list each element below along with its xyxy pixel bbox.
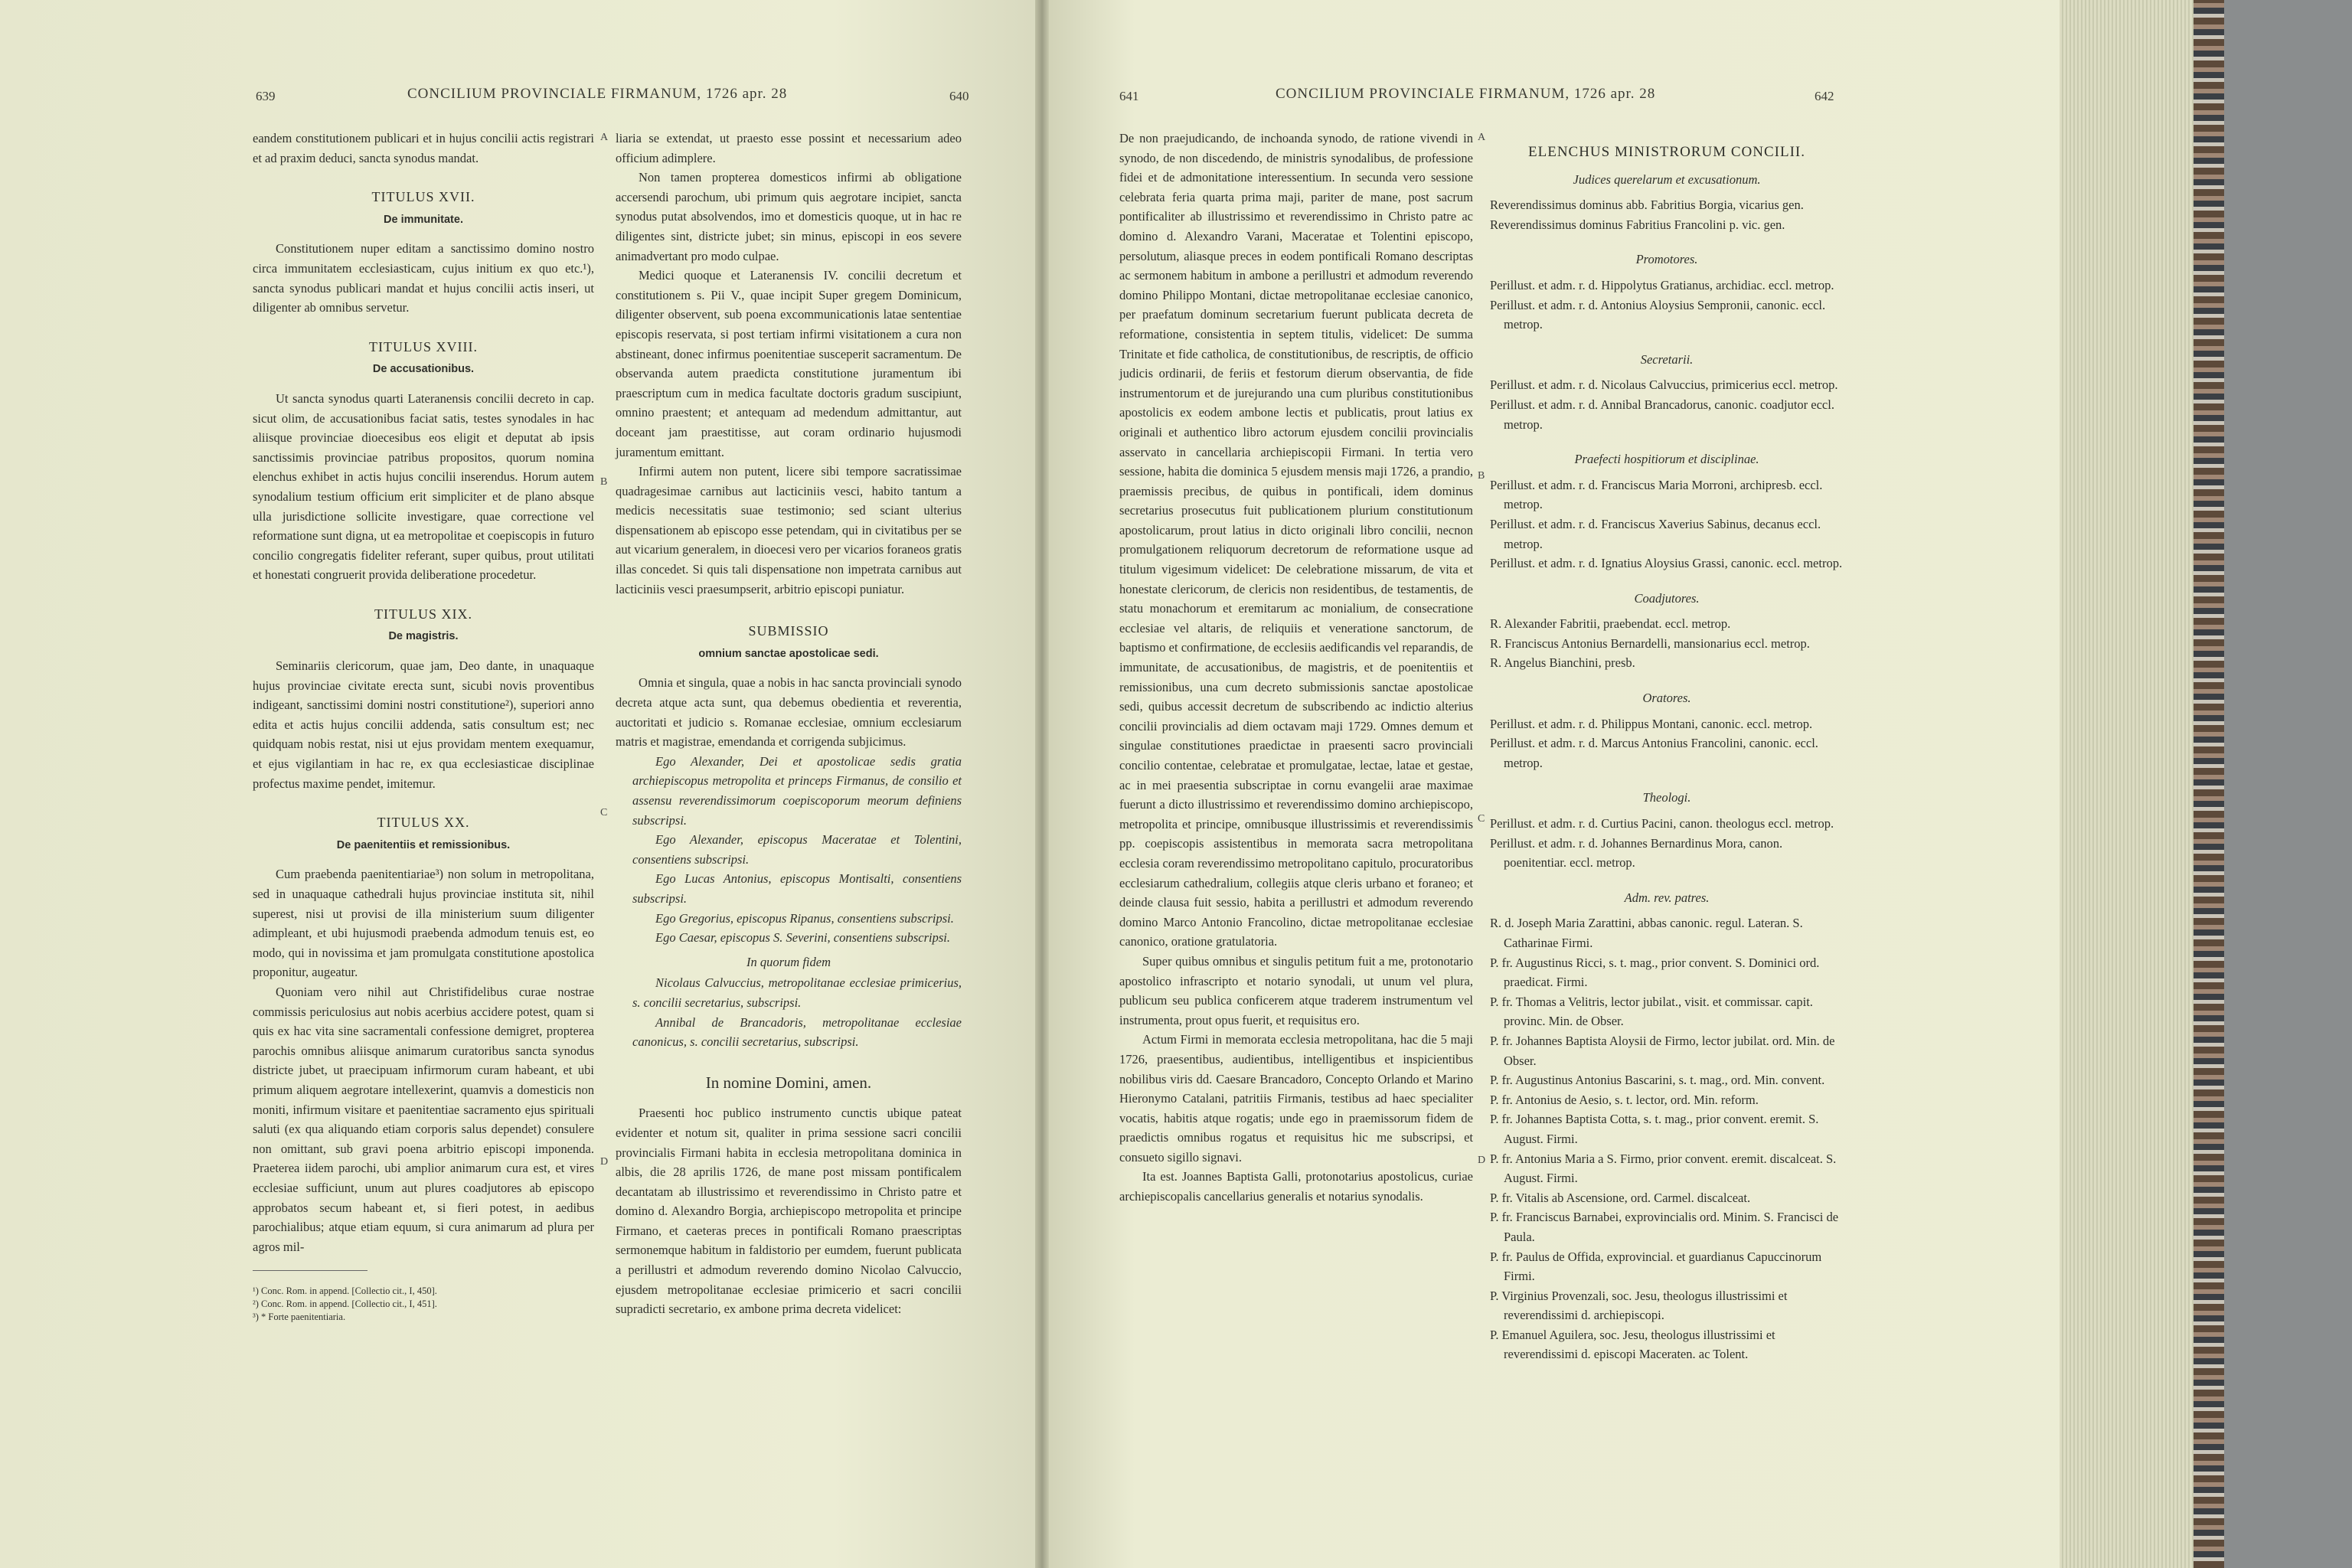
paragraph: Omnia et singula, quae a nobis in hac sancta provinciali synodo decreta atque acta sunt, qua debemus obedientia et reverentia, auctoritati et judicio s. Romanae ecclesiae, omnium ecclesiarum matris et magistrae, emendanda et corrigenda subjicimus. [616, 675, 962, 750]
list-item: Reverendissimus dominus abb. Fabritius Borgia, vicarius gen. [1490, 198, 1804, 213]
list-item: P. Virginius Provenzali, soc. Jesu, theologus illustrissimi et reverendissimi d. archiepiscopi. [1490, 1288, 1788, 1323]
list-item: P. fr. Antonius de Aesio, s. t. lector, ord. Min. reform. [1490, 1092, 1759, 1107]
page-edges [2060, 0, 2213, 1568]
list-item: Perillust. et adm. r. d. Franciscus Xaverius Sabinus, decanus eccl. metrop. [1490, 516, 1821, 551]
list-item: R. Alexander Fabritii, praebendat. eccl. metrop. [1490, 616, 1731, 632]
footnote: ²) Conc. Rom. in append. [Collectio cit., I, 451]. [253, 1298, 437, 1310]
paragraph: Quoniam vero nihil aut Christifidelibus curae nostrae commissis periculosius aut nobis acerbius accidere potest, quam si quis ex hac vita sine sacramentali confessione demigret, propterea parochis omnibus aliisque animarum curatoribus sancta synodus districte jubet, ut praecipuam infirmorum curam habeant, et ubi primum aliquem aegrotare intellexerint, quamvis a domesticis non moniti, infirmum visitare et paenitentiae sacramento ejus spirituali saluti (ex qua aliquando etiam corporis salus dependet) consulere non omittant, sub gravi poena arbitrio episcopi imponenda. Praeterea iidem parochi, ubi amplior animarum cura est, et vires ecclesiae sufficiunt, unum aut plures coadjutores ab episcopo approbatos secum habeant et, si fieri potest, in aedibus parochialibus; atque etiam equum, si cura animarum ad plura per agros mil- [253, 984, 594, 1254]
margin-letter-d: D [600, 1156, 609, 1168]
margin-letter-c: C [600, 807, 608, 818]
list-heading: Theologi. [1642, 790, 1691, 805]
list-item: Perillust. et adm. r. d. Franciscus Maria Morroni, archipresb. eccl. metrop. [1490, 477, 1823, 512]
list-item: P. fr. Johannes Baptista Cotta, s. t. mag., prior convent. eremit. S. August. Firmi. [1490, 1112, 1819, 1146]
section-title: TITULUS XX. [377, 815, 470, 831]
list-item: P. fr. Vitalis ab Ascensione, ord. Carmel. discalceat. [1490, 1190, 1751, 1205]
section-title: TITULUS XVIII. [369, 338, 478, 354]
list-item: R. Franciscus Antonius Bernardelli, mansionarius eccl. metrop. [1490, 635, 1810, 651]
footnote: ³) * Forte paenitentiaria. [253, 1312, 346, 1323]
page-number-642: 642 [1815, 89, 1834, 103]
signature-line: Ego Alexander, episcopus Maceratae et Tolentini, consentiens subscripsi. [632, 832, 962, 867]
list-item: R. d. Joseph Maria Zarattini, abbas canonic. regul. Lateran. S. Catharinae Firmi. [1490, 916, 1803, 950]
list-item: P. fr. Augustinus Ricci, s. t. mag., prior convent. S. Dominici ord. praedicat. Firmi. [1490, 955, 1820, 990]
list-item: Perillust. et adm. r. d. Hippolytus Gratianus, archidiac. eccl. metrop. [1490, 277, 1834, 292]
running-header-right: CONCILIUM PROVINCIALE FIRMANUM, 1726 apr. 28 [1276, 86, 1656, 102]
list-heading: Adm. rev. patres. [1624, 890, 1710, 905]
signature-line: Ego Alexander, Dei et apostolicae sedis gratia archiepiscopus metropolita et princeps Firmanus, de consilio et assensu reverendissimorum coepiscoporum meorum definiens subscripsi. [632, 753, 962, 828]
elenchus-title: ELENCHUS MINISTRORUM CONCILII. [1528, 144, 1805, 160]
list-item: Perillust. et adm. r. d. Philippus Montani, canonic. eccl. metrop. [1490, 716, 1813, 731]
paragraph: De non praejudicando, de inchoanda synodo, de ratione vivendi in synodo, de non discedendo, de ministris synodalibus, de professione fidei et de admonitatione interessentium. In secunda vero sessione celebrata feria quarta prima maji, pariter de mane, post sacrum pontificaliter ab illustrissimo et reverendissimo in Christo patre ac domino d. Alexandro Varani, Maceratae et Tolentini episcopo, persolutum, aliasque preces in eodem pontificali Romano descriptas ac sermonem habitum in ambone a perillustri et admodum reverendo domino Philippo Montani, dictae metropolitanae ecclesiae canonico, per praefatum dominum secretarium fuerunt publicata decreta de reformatione, consistentia in septem titulis, videlicet: De summa Trinitate et fide catholica, de constitutionibus, de rescriptis, de officio judicis ordinarii, de feriis et festorum dierum observantia, de fide instrumentorum et de jurejurando una cum pluribus constitutionibus apostolicis ex eodem ambone lectis et publicatis, prout latius ex originali et authentico libro actorum ejusdem concilii provincialis asservato in cancellaria archiepiscopii Firmani. In tertia vero sessione, habita die dominica 5 ejusdem mensis maji 1726, a prandio, praemissis precibus, de quibus in pontificali, idem dominus secretarius prosecutus fuit publicationem plurium constitutionum apostolicarum, prout latius in dicto originali libro concilii, necnon promulgationem reliquorum decretorum de reformatione usque ad titulum vigesimum videlicet: De celebratione missarum, de vita et honestate clericorum, de clericis non residentibus, de testamentis, de statu monachorum et eremitarum ac monialium, de consecratione ecclesiae vel altaris, de reliquiis et veneratione sanctorum, de baptismo et confirmatione, de ecclesiis aedificandis vel reparandis, de immunitate, de accusationibus, de magistris, et de poenitentiis et remissionibus, una cum decreto submissionis sanctae apostolicae sedi, quibus accessit decretum de subscribendo ac indictio alterius concilii provincialis ad diem octavam maji 1729. Omnes demum et singulae constitutiones praedictae in praesenti sacro provinciali concilio contentae, celebratae et promulgatae, lectae, latae et gestae, ac in mei praesentia subscriptae in cornu evangelii arae maximae fuerunt a dicto illustrissimo et reverendissimo domino archiepiscopo, metropolita et principe, omnibusque illustrissimis et reverendissimis pp. coepiscopis assistentibus in memorata sacra metropolitana ecclesia coram reverendissimo metropolitano capitulo, procuratoribus ecclesiarum cathedralium, collegiis atque cleris urbano et foraneo; et deinde clausa fuit sessio, habita a perillustri et admodum reverendo domino Marco Antonio Francolino, dictae metropolitanae ecclesiae canonico, oratione gratulatoria. [1119, 131, 1473, 949]
section-title: TITULUS XIX. [374, 606, 472, 622]
list-heading: Promotores. [1635, 252, 1698, 267]
signature-line: Nicolaus Calvuccius, metropolitanae ecclesiae primicerius, s. concilii secretarius, subscripsi. [632, 975, 962, 1010]
margin-letter-b: B [1478, 470, 1485, 482]
list-item: Perillust. et adm. r. d. Antonius Aloysius Sempronii, canonic. eccl. metrop. [1490, 297, 1826, 332]
paragraph: eandem constitutionem publicari et in hujus concilii actis registrari et ad praxim deduci, sancta synodus mandat. [253, 131, 594, 165]
footnote: ¹) Conc. Rom. in append. [Collectio cit., I, 450]. [253, 1285, 437, 1297]
list-heading: Secretarii. [1640, 351, 1694, 367]
right-column-1 [1119, 129, 1473, 1207]
book-gutter [1035, 0, 1049, 1568]
page-number-639: 639 [256, 89, 276, 103]
paragraph: Medici quoque et Lateranensis IV. concilii decretum et constitutionem s. Pii V., quae incipit Super gregem Dominicum, diligenter observent, sub poena excommunicationis latae sententiae episcopis reservata, si post tertiam infirmi visitationem a cura non abstineant, donec infirmus poenitentiae susceperit sacramentum. De observanda autem praedicta constitutione juramentum ibi praescriptum cum in medica facultate doctoris gradum suscipiunt, omnino praestent; et antequam ad medendum admittantur, aut doceant jam praestitisse, aut coram ordinario hujusmodi juramentum emittant. [616, 268, 962, 459]
section-title: TITULUS XVII. [371, 189, 475, 205]
paragraph: Super quibus omnibus et singulis petitum fuit a me, protonotario apostolico infrascripto et notario synodali, ut unum vel plura, publicum seu publica conficerem atque traderem instrumentum vel instrumenta, prout opus fuerit, et requisitus ero. [1119, 953, 1473, 1027]
in-quorum-fidem: In quorum fidem [746, 954, 831, 969]
paragraph: Actum Firmi in memorata ecclesia metropolitana, hac die 5 maji 1726, praesentibus, audientibus, intelligentibus et inspicientibus nobilibus viris dd. Caesare Brancadoro, Concepto Orlando et Marino Hieronymo Catalani, patritiis Firmanis, testibus ad haec specialiter vocatis, habitis atque rogatis; unde ego in praemissorum fidem de praedictis omnibus rogatus et requisitus hic me subscripsi, et consueto sigillo signavi. [1119, 1032, 1473, 1165]
paragraph: liaria se extendat, ut praesto esse possint et necessarium adeo officium adimplere. [616, 131, 962, 165]
list-item: Perillust. et adm. r. d. Annibal Brancadorus, canonic. coadjutor eccl. metrop. [1490, 397, 1834, 432]
paragraph: Praesenti hoc publico instrumento cunctis ubique pateat evidenter et notum sit, qualiter in prima sessione sacri concilii provincialis Firmani habita in ecclesia metropolitana dominica in albis, die 28 aprilis 1726, de mane post missam pontificalem decantatam ab illustrissimo et reverendissimo in Christo patre et domino d. Alexandro Borgia, archiepiscopo metropolita et principe Firmano, et caeteras preces in pontificali Romano praescriptas sermonemque habitum in faldistorio per eumdem, fuerunt publicata a perillustri et admodum reverendo domino Nicolao Calvuccio, ejusdem metropolitanae ecclesiae primicerio et sacri concilii supradicti secretario, ex ambone prima decreta videlicet: [616, 1106, 962, 1317]
list-item: P. Emanuel Aguilera, soc. Jesu, theologus illustrissimi et reverendissimi d. episcopi Maceraten. ac Tolent. [1490, 1327, 1775, 1362]
paragraph: Ita est. Joannes Baptista Galli, protonotarius apostolicus, curiae archiepiscopalis cancellarius generalis et notarius synodalis. [1119, 1169, 1473, 1204]
margin-letter-c: C [1478, 813, 1485, 825]
list-item: Reverendissimus dominus Fabritius Francolini p. vic. gen. [1490, 217, 1785, 232]
list-item: Perillust. et adm. r. d. Johannes Bernardinus Mora, canon. poenitentiar. eccl. metrop. [1490, 835, 1783, 871]
paragraph: Ut sancta synodus quarti Lateranensis concilii decreto in cap. sicut olim, de accusationibus faciat satis, testes synodales in hac aliisque provinciae dioecesibus eos eligit et deputat ab ipsis sanctissimis provinciae patribus propositos, quorum nomina elenchus exhibet in actis hujus concilii inserendus. Horum autem synodalium testium officium erit simpliciter et de plano absque ulla jurisdictione sollicite investigare, quae correctione vel reformatione sunt digna, ut ea metropolitae et coepiscopis in futuro concilio congregatis fideliter referant, super quibus, prout utilitati et honestati congruerit provida deliberatione procedetur. [253, 390, 594, 583]
footnote-rule [253, 1270, 368, 1271]
running-header-left: CONCILIUM PROVINCIALE FIRMANUM, 1726 apr. 28 [407, 86, 788, 102]
left-column-1 [253, 129, 594, 1324]
list-item: P. fr. Antonius Maria a S. Firmo, prior convent. eremit. discalceat. S. August. Firmi. [1490, 1151, 1837, 1186]
margin-letter-a: A [600, 132, 609, 143]
list-item: Perillust. et adm. r. d. Curtius Pacini, canon. theologus eccl. metrop. [1490, 816, 1834, 831]
section-subtitle: De accusationibus. [372, 363, 475, 376]
left-column-2 [616, 129, 962, 1319]
section-subtitle: De immunitate. [384, 213, 463, 226]
list-item: Perillust. et adm. r. d. Ignatius Aloysius Grassi, canonic. eccl. metrop. [1490, 556, 1843, 571]
list-heading: Judices querelarum et excusationum. [1573, 172, 1761, 187]
right-column-2 [1490, 138, 1844, 1364]
section-subtitle: omnium sanctae apostolicae sedi. [698, 647, 879, 660]
list-item: R. Angelus Bianchini, presb. [1490, 655, 1635, 671]
margin-letter-b: B [600, 476, 608, 488]
section-title: SUBMISSIO [748, 623, 829, 639]
paragraph: Seminariis clericorum, quae jam, Deo dante, in unaquaque hujus provinciae civitate erecta sunt, sicubi novis proventibus indigeant, sanctissimi domini nostri constitutione²), superiori anno edita et actis hujus concilii addenda, satis consultum est; nec quidquam nobis restat, nisi ut ejus providam mentem exequamur, et ejus vigilantiam in hac re, ex qua ecclesiasticae disciplinae profectus maxime pendet, imitemur. [253, 658, 594, 791]
list-item: P. fr. Franciscus Barnabei, exprovincialis ord. Minim. S. Francisci de Paula. [1490, 1210, 1839, 1244]
book-spine [2194, 0, 2224, 1568]
signature-line: Ego Caesar, episcopus S. Severini, consentiens subscripsi. [655, 930, 950, 946]
list-heading: Coadjutores. [1634, 590, 1700, 606]
margin-letter-d: D [1478, 1155, 1486, 1166]
section-subtitle: De paenitentiis et remissionibus. [336, 838, 511, 851]
signature-line: Ego Lucas Antonius, episcopus Montisalti, consentiens subscripsi. [632, 871, 962, 906]
page-number-640: 640 [949, 89, 969, 103]
section-subtitle: De magistris. [388, 630, 459, 643]
list-item: P. fr. Paulus de Offida, exprovincial. et guardianus Capuccinorum Firmi. [1490, 1249, 1822, 1284]
background-surface [2224, 0, 2352, 1568]
paragraph: Constitutionem nuper editam a sanctissimo domino nostro circa immunitatem ecclesiasticam, cujus initium ex quo etc.¹), sancta synodus publicari mandat et hujus concilii actis inseri, ut diligenter ab omnibus servetur. [253, 241, 594, 315]
list-item: Perillust. et adm. r. d. Nicolaus Calvuccius, primicerius eccl. metrop. [1490, 377, 1838, 393]
paragraph: Infirmi autem non putent, licere sibi tempore sacratissimae quadragesimae carnibus aut lacticiniis vesci, habito tantum a medicis necessitatis suae testimonio; sed sciant ulterius dispensationem ab episcopo esse petendam, qui in civitatibus per se aut vicarium generalem, in dioecesi vero per vicarios foraneos gratis illas concedet. Si quis tali dispensatione non impetrata carnibus aut lacticiniis vesci praesumpserit, arbitrio episcopi puniatur. [616, 464, 962, 596]
signature-line: Annibal de Brancadoris, metropolitanae ecclesiae canonicus, s. concilii secretarius, subscripsi. [632, 1014, 962, 1050]
list-item: P. fr. Augustinus Antonius Bascarini, s. t. mag., ord. Min. convent. [1490, 1073, 1825, 1088]
list-item: Perillust. et adm. r. d. Marcus Antonius Francolini, canonic. eccl. metrop. [1490, 736, 1818, 770]
list-heading: Praefecti hospitiorum et disciplinae. [1574, 452, 1759, 467]
page-number-641: 641 [1119, 89, 1139, 103]
list-item: P. fr. Thomas a Velitris, lector jubilat., visit. et commissar. capit. provinc. Min. de Obser. [1490, 994, 1813, 1029]
section-heading: In nomine Domini, amen. [705, 1073, 872, 1092]
paragraph: Non tamen propterea domesticos infirmi ab obligatione accersendi parochum, ubi primum quis aegrotare incipiet, sancta synodus putat absolvendos, imo et domesticis quoque, ut in hac re diligentes sint, districte jubet; sin minus, episcopi in eos severe animadvertant pro modo culpae. [616, 170, 962, 263]
footnotes [253, 1285, 594, 1324]
signature-line: Ego Gregorius, episcopus Ripanus, consentiens subscripsi. [655, 910, 954, 926]
paragraph: Cum praebenda paenitentiariae³) non solum in metropolitana, sed in unaquaque cathedrali hujus provinciae instituta sit, nihil superest, nisi ut provisi de illa ministerium suum diligenter adimpleant, et ubi hujusmodi praebenda admodum tenuis est, eo modo, qui in novissima et jam promulgata constitutione apostolica proponitur, augeatur. [253, 867, 594, 980]
list-heading: Oratores. [1642, 691, 1691, 706]
list-item: P. fr. Johannes Baptista Aloysii de Firmo, lector jubilat. ord. Min. de Obser. [1490, 1033, 1835, 1068]
margin-letter-a: A [1478, 132, 1486, 143]
